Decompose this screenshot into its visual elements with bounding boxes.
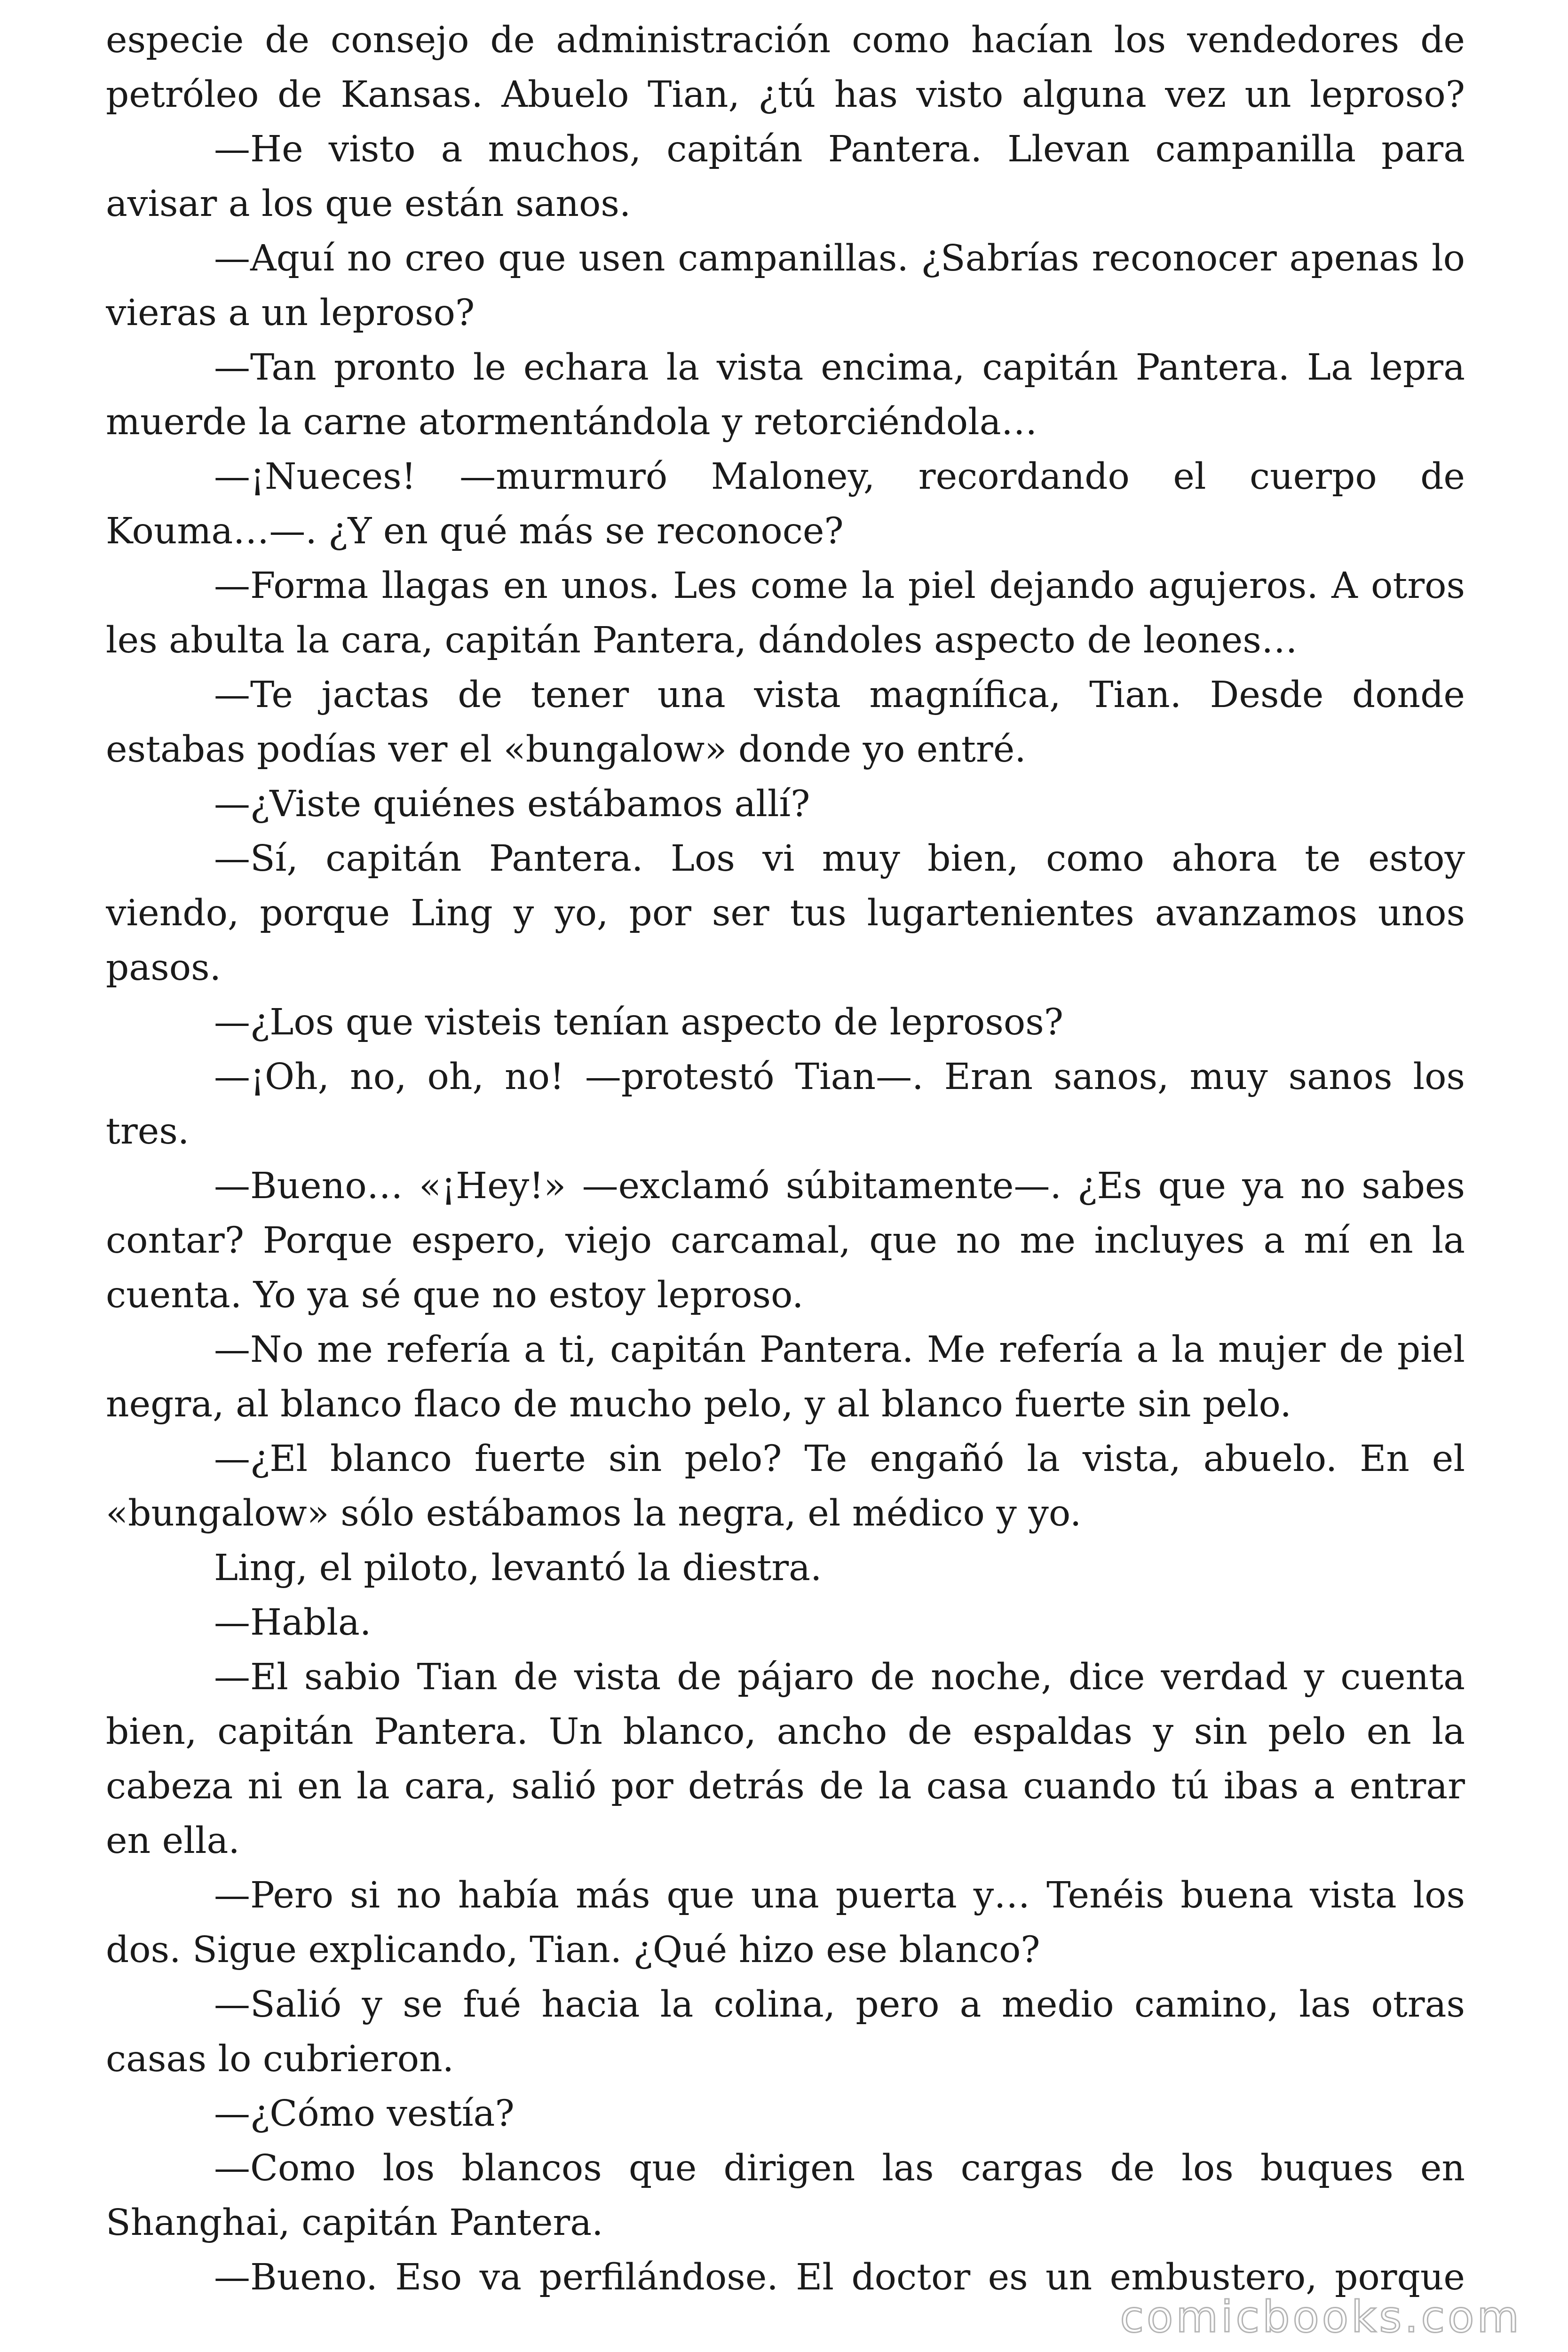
text-line: —He visto a muchos, capitán Pantera. Llevan campanilla para: [214, 128, 1465, 170]
text-line: —Pero si no había más que una puerta y… Tenéis buena vista los: [214, 1875, 1465, 1916]
text-line: Kouma…—. ¿Y en qué más se reconoce?: [106, 510, 844, 552]
text-line: —Salió y se fué hacia la colina, pero a medio camino, las otras: [214, 1984, 1465, 2026]
text-line: muerde la carne atormentándola y retorciéndola…: [106, 401, 1037, 443]
text-line: —Bueno. Eso va perfilándose. El doctor es un embustero, porque: [214, 2257, 1465, 2298]
text-line: vieras a un leproso?: [106, 292, 475, 334]
text-line: en ella.: [106, 1820, 240, 1862]
text-line: estabas podías ver el «bungalow» donde yo entré.: [106, 729, 1026, 771]
text-line: avisar a los que están sanos.: [106, 183, 631, 225]
text-line: —¡Oh, no, oh, no! —protestó Tian—. Eran sanos, muy sanos los: [214, 1056, 1465, 1098]
text-line: Shanghai, capitán Pantera.: [106, 2202, 603, 2244]
text-line: —¿Viste quiénes estábamos allí?: [214, 783, 810, 825]
text-line: —Sí, capitán Pantera. Los vi muy bien, como ahora te estoy: [214, 838, 1465, 880]
text-line: dos. Sigue explicando, Tian. ¿Qué hizo ese blanco?: [106, 1929, 1040, 1971]
text-line: —Aquí no creo que usen campanillas. ¿Sabrías reconocer apenas lo: [214, 238, 1465, 279]
text-line: contar? Porque espero, viejo carcamal, que no me incluyes a mí en la: [106, 1220, 1465, 1262]
text-line: tres.: [106, 1111, 190, 1152]
book-page: [106, 13, 1465, 2318]
text-line: —¿Cómo vestía?: [214, 2093, 515, 2135]
text-line: les abulta la cara, capitán Pantera, dándoles aspecto de leones…: [106, 620, 1298, 661]
text-line: casas lo cubrieron.: [106, 2038, 454, 2080]
watermark: comicbooks.com: [1120, 2292, 1522, 2342]
text-line: —Forma llagas en unos. Les come la piel dejando agujeros. A otros: [214, 565, 1465, 607]
text-line: —Bueno… «¡Hey!» —exclamó súbitamente—. ¿Es que ya no sabes: [214, 1165, 1465, 1207]
text-line: cuenta. Yo ya sé que no estoy leproso.: [106, 1274, 804, 1316]
text-line: —Te jactas de tener una vista magnífica, Tian. Desde donde: [214, 674, 1465, 716]
text-line: bien, capitán Pantera. Un blanco, ancho de espaldas y sin pelo en la: [106, 1711, 1465, 1753]
text-line: —El sabio Tian de vista de pájaro de noche, dice verdad y cuenta: [214, 1656, 1465, 1698]
text-line: especie de consejo de administración como hacían los vendedores de: [106, 19, 1465, 61]
text-line: viendo, porque Ling y yo, por ser tus lugartenientes avanzamos unos: [106, 892, 1465, 934]
text-line: «bungalow» sólo estábamos la negra, el médico y yo.: [106, 1493, 1082, 1534]
text-line: —¿Los que visteis tenían aspecto de leprosos?: [214, 1001, 1064, 1043]
text-line: pasos.: [106, 947, 222, 989]
text-line: —Tan pronto le echara la vista encima, capitán Pantera. La lepra: [214, 347, 1465, 389]
text-line: petróleo de Kansas. Abuelo Tian, ¿tú has visto alguna vez un leproso?: [106, 74, 1465, 116]
text-line: —No me refería a ti, capitán Pantera. Me refería a la mujer de piel: [214, 1329, 1465, 1371]
text-line: —¡Nueces! —murmuró Maloney, recordando el cuerpo de: [214, 456, 1465, 498]
text-line: —Como los blancos que dirigen las cargas de los buques en: [214, 2147, 1465, 2189]
text-line: negra, al blanco flaco de mucho pelo, y al blanco fuerte sin pelo.: [106, 1383, 1291, 1425]
text-line: cabeza ni en la cara, salió por detrás de la casa cuando tú ibas a entrar: [106, 1765, 1465, 1807]
text-line: —Habla.: [214, 1602, 372, 1644]
text-line: —¿El blanco fuerte sin pelo? Te engañó la vista, abuelo. En el: [214, 1438, 1465, 1480]
text-line: Ling, el piloto, levantó la diestra.: [214, 1547, 822, 1589]
